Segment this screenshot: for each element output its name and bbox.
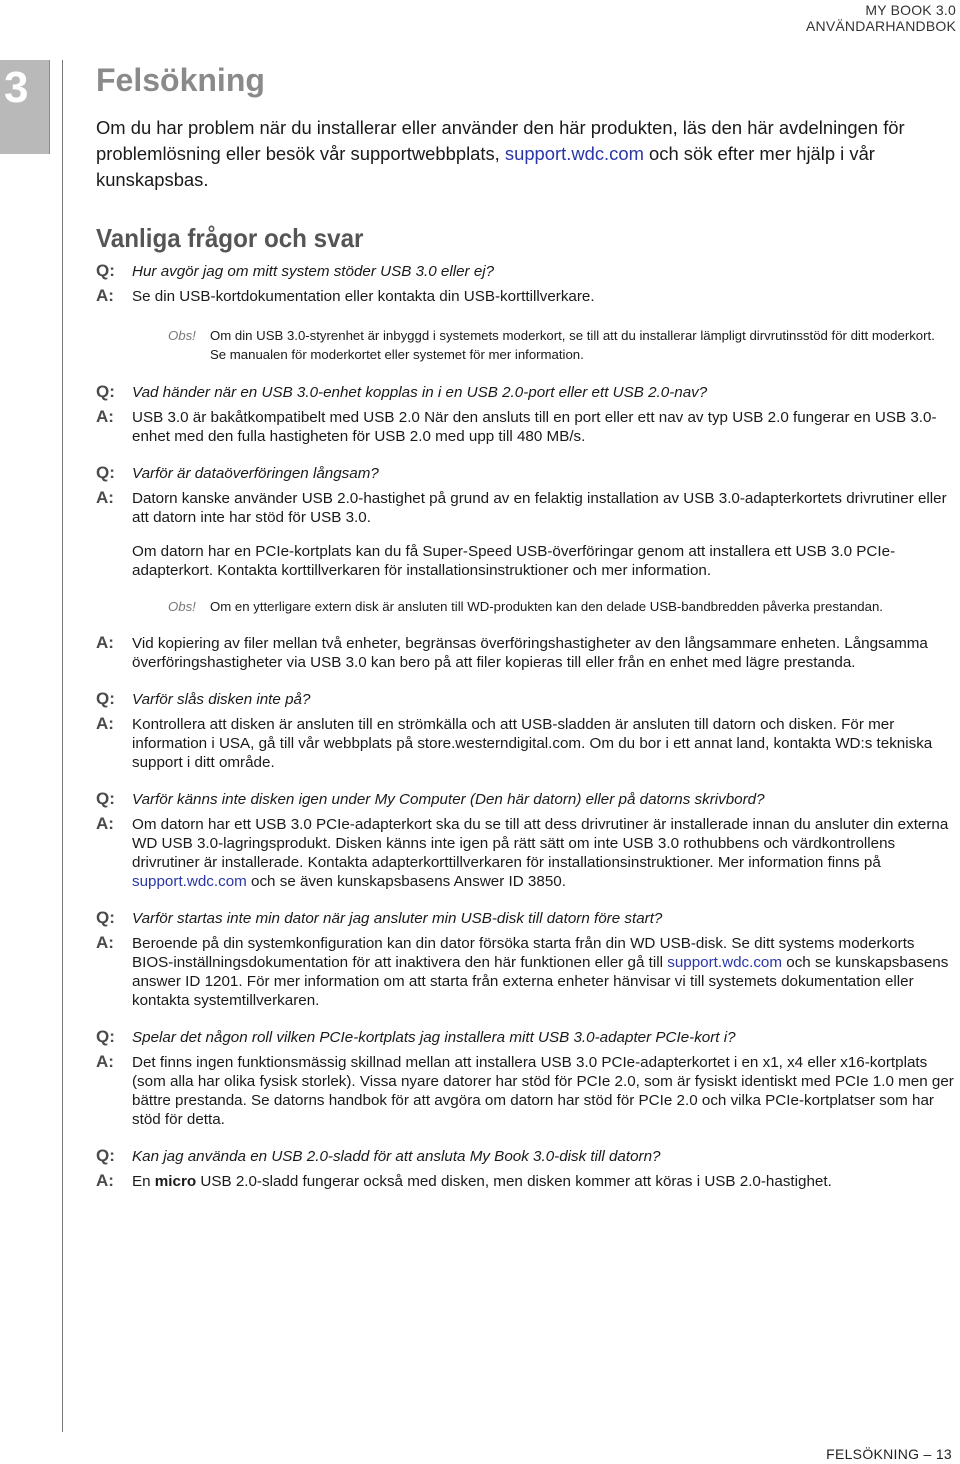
answer-text: Beroende på din systemkonfiguration kan din dator försöka starta från din WD USB-disk. Se ditt systems moderkorts BIOS-inställningsdokumentation för att inaktivera den här funktionen eller gå till	[132, 935, 915, 971]
answer-1	[96, 287, 954, 306]
question-1	[96, 262, 954, 281]
answer-text-end: och se kunskapsbasens answer ID 1201. För mer information om att starta från externa enheter hänvisar vi till systemets dokumentation eller kontakta systemtillverkaren.	[132, 954, 949, 1009]
answer-text: Kontrollera att disken är ansluten till en strömkälla och att USB-sladden är ansluten till datorn och disken. För mer information i USA, gå till vår webbplats på store.westerndigital.com. Om du bor i ett annat land, kontakta WD:s tekniska support i ditt område.	[132, 716, 933, 771]
answer-3-paragraph: Om datorn har en PCIe-kortplats kan du få Super-Speed USB-överföringar genom att installera ett USB 3.0 PCIe-adapterkort. Kontakta korttillverkaren för installationsinstruktioner och mer information.	[132, 543, 896, 579]
question-6	[96, 909, 954, 928]
page-title: Felsökning	[96, 62, 265, 98]
answer-text: Om datorn har ett USB 3.0 PCIe-adapterkort ska du se till att dess drivrutiner är installerade innan du ansluter din externa WD USB 3.0-lagringsprodukt. Disken känns inte igen på rätt sätt om inte USB 3.0 rothubbens och värdkontrollens drivrutiner är installerade. Kontakta adapterkorttillverkaren för installationsinstruktioner. Mer information finns på	[132, 816, 949, 871]
question-3	[96, 464, 954, 483]
section-title: Vanliga frågor och svar	[96, 223, 364, 253]
q-label: Q:	[96, 1146, 115, 1165]
question-5	[96, 790, 954, 809]
question-2	[96, 383, 954, 402]
answer-text: Datorn kanske använder USB 2.0-hastighet på grund av en felaktig installation av USB 3.0-adapterkortets drivrutiner eller att datorn inte har stöd för USB 3.0.	[132, 490, 947, 526]
chapter-number: 3	[4, 63, 29, 112]
question-text: Varför slås disken inte på?	[132, 691, 311, 708]
answer-text: USB 3.0 är bakåtkompatibelt med USB 2.0 När den ansluts till en port eller ett nav av typ USB 2.0 fungerar en USB 3.0-enhet med den fulla hastigheten för USB 2.0 med upp till 480 MB/s.	[132, 409, 937, 445]
a-label: A:	[96, 714, 114, 733]
answer-4	[96, 715, 954, 772]
note-1	[96, 326, 954, 364]
support-link[interactable]: support.wdc.com	[667, 954, 783, 971]
a-label: A:	[96, 1052, 114, 1071]
answer-3	[96, 489, 954, 527]
question-text: Hur avgör jag om mitt system stöder USB 3.0 eller ej?	[132, 263, 495, 280]
header-manual: ANVÄNDARHANDBOK	[805, 18, 956, 34]
answer-2	[96, 408, 954, 446]
answer-text: En	[132, 1173, 155, 1190]
question-text: Kan jag använda en USB 2.0-sladd för att ansluta My Book 3.0-disk till datorn?	[132, 1148, 661, 1165]
chapter-tab	[0, 60, 50, 154]
question-text: Varför är dataöverföringen långsam?	[132, 465, 379, 482]
note-text: Om en ytterligare extern disk är ansluten till WD-produkten kan den delade USB-bandbredden påverka prestandan.	[210, 599, 883, 614]
a-label: A:	[96, 407, 114, 426]
answer-7	[96, 1053, 954, 1129]
answer-3b	[96, 634, 954, 672]
question-text: Varför känns inte disken igen under My Computer (Den här datorn) eller på datorns skrivbord?	[132, 791, 765, 808]
question-text: Vad händer när en USB 3.0-enhet kopplas in i en USB 2.0-port eller ett USB 2.0-nav?	[132, 384, 708, 401]
intro-text-end: och sök efter mer hjälp i vår kunskapsbas.	[96, 143, 875, 190]
a-label: A:	[96, 633, 114, 652]
a-label: A:	[96, 933, 114, 952]
intro-text: Om du har problem när du installerar eller använder den här produkten, läs den här avdelningen för problemlösning eller besök vår supportwebbplats,	[96, 117, 905, 164]
q-label: Q:	[96, 689, 115, 708]
a-label: A:	[96, 488, 114, 507]
answer-bold: micro	[154, 1173, 197, 1190]
note-2	[96, 597, 954, 616]
q-label: Q:	[96, 261, 115, 280]
q-label: Q:	[96, 382, 115, 401]
a-label: A:	[96, 814, 114, 833]
a-label: A:	[96, 286, 114, 305]
answer-text: Se din USB-kortdokumentation eller kontakta din USB-korttillverkare.	[132, 288, 595, 305]
header-product: MY BOOK 3.0	[865, 2, 956, 18]
q-label: Q:	[96, 789, 115, 808]
margin-rule	[62, 60, 63, 1432]
note-label: Obs!	[168, 328, 196, 343]
answer-8	[96, 1172, 954, 1191]
answer-6	[96, 934, 954, 1010]
answer-text-end: USB 2.0-sladd fungerar också med disken, men disken kommer att köras i USB 2.0-hastighet.	[196, 1173, 832, 1190]
question-text: Varför startas inte min dator när jag ansluter min USB-disk till datorn före start?	[132, 910, 663, 927]
answer-5	[96, 815, 954, 891]
question-4	[96, 690, 954, 709]
question-7	[96, 1028, 954, 1047]
q-label: Q:	[96, 908, 115, 927]
answer-text: Vid kopiering av filer mellan två enheter, begränsas överföringshastigheter av den långsammare enheten. Långsamma överföringshastigheter via USB 3.0 kan bero på att filer kopieras till eller från en enhet med lägre prestanda.	[132, 635, 928, 671]
support-link[interactable]: support.wdc.com	[504, 143, 644, 164]
page-content	[96, 62, 954, 1191]
question-text: Spelar det någon roll vilken PCIe-kortplats jag installera mitt USB 3.0-adapter PCIe-kort i?	[132, 1029, 736, 1046]
running-header	[806, 2, 956, 34]
a-label: A:	[96, 1171, 114, 1190]
q-label: Q:	[96, 1027, 115, 1046]
support-link[interactable]: support.wdc.com	[132, 873, 247, 890]
note-text: Om din USB 3.0-styrenhet är inbyggd i systemets moderkort, se till att du installerar lämpligt dirvrutinsstöd för ditt moderkort. Se manualen för moderkortet eller systemet för mer information.	[210, 328, 935, 362]
note-label: Obs!	[168, 599, 196, 614]
q-label: Q:	[96, 463, 115, 482]
answer-text-end: och se även kunskapsbasens Answer ID 3850.	[246, 873, 566, 890]
page-footer: FELSÖKNING – 13	[826, 1446, 952, 1462]
question-8	[96, 1147, 954, 1166]
intro-paragraph	[96, 115, 954, 193]
answer-text: Det finns ingen funktionsmässig skillnad mellan att installera USB 3.0 PCIe-adapterkortet i en x1, x4 eller x16-kortplats (som alla har olika fysisk storlek). Vissa nyare datorer har stöd för PCIe 2.0, som är fysiskt identiskt med PCIe 1.0 men ger bättre prestanda. Se datorns handbok för att avgöra om datorn har stöd för PCIe 2.0 och vilka PCIe-kortplatser som har stöd för detta.	[132, 1054, 954, 1128]
